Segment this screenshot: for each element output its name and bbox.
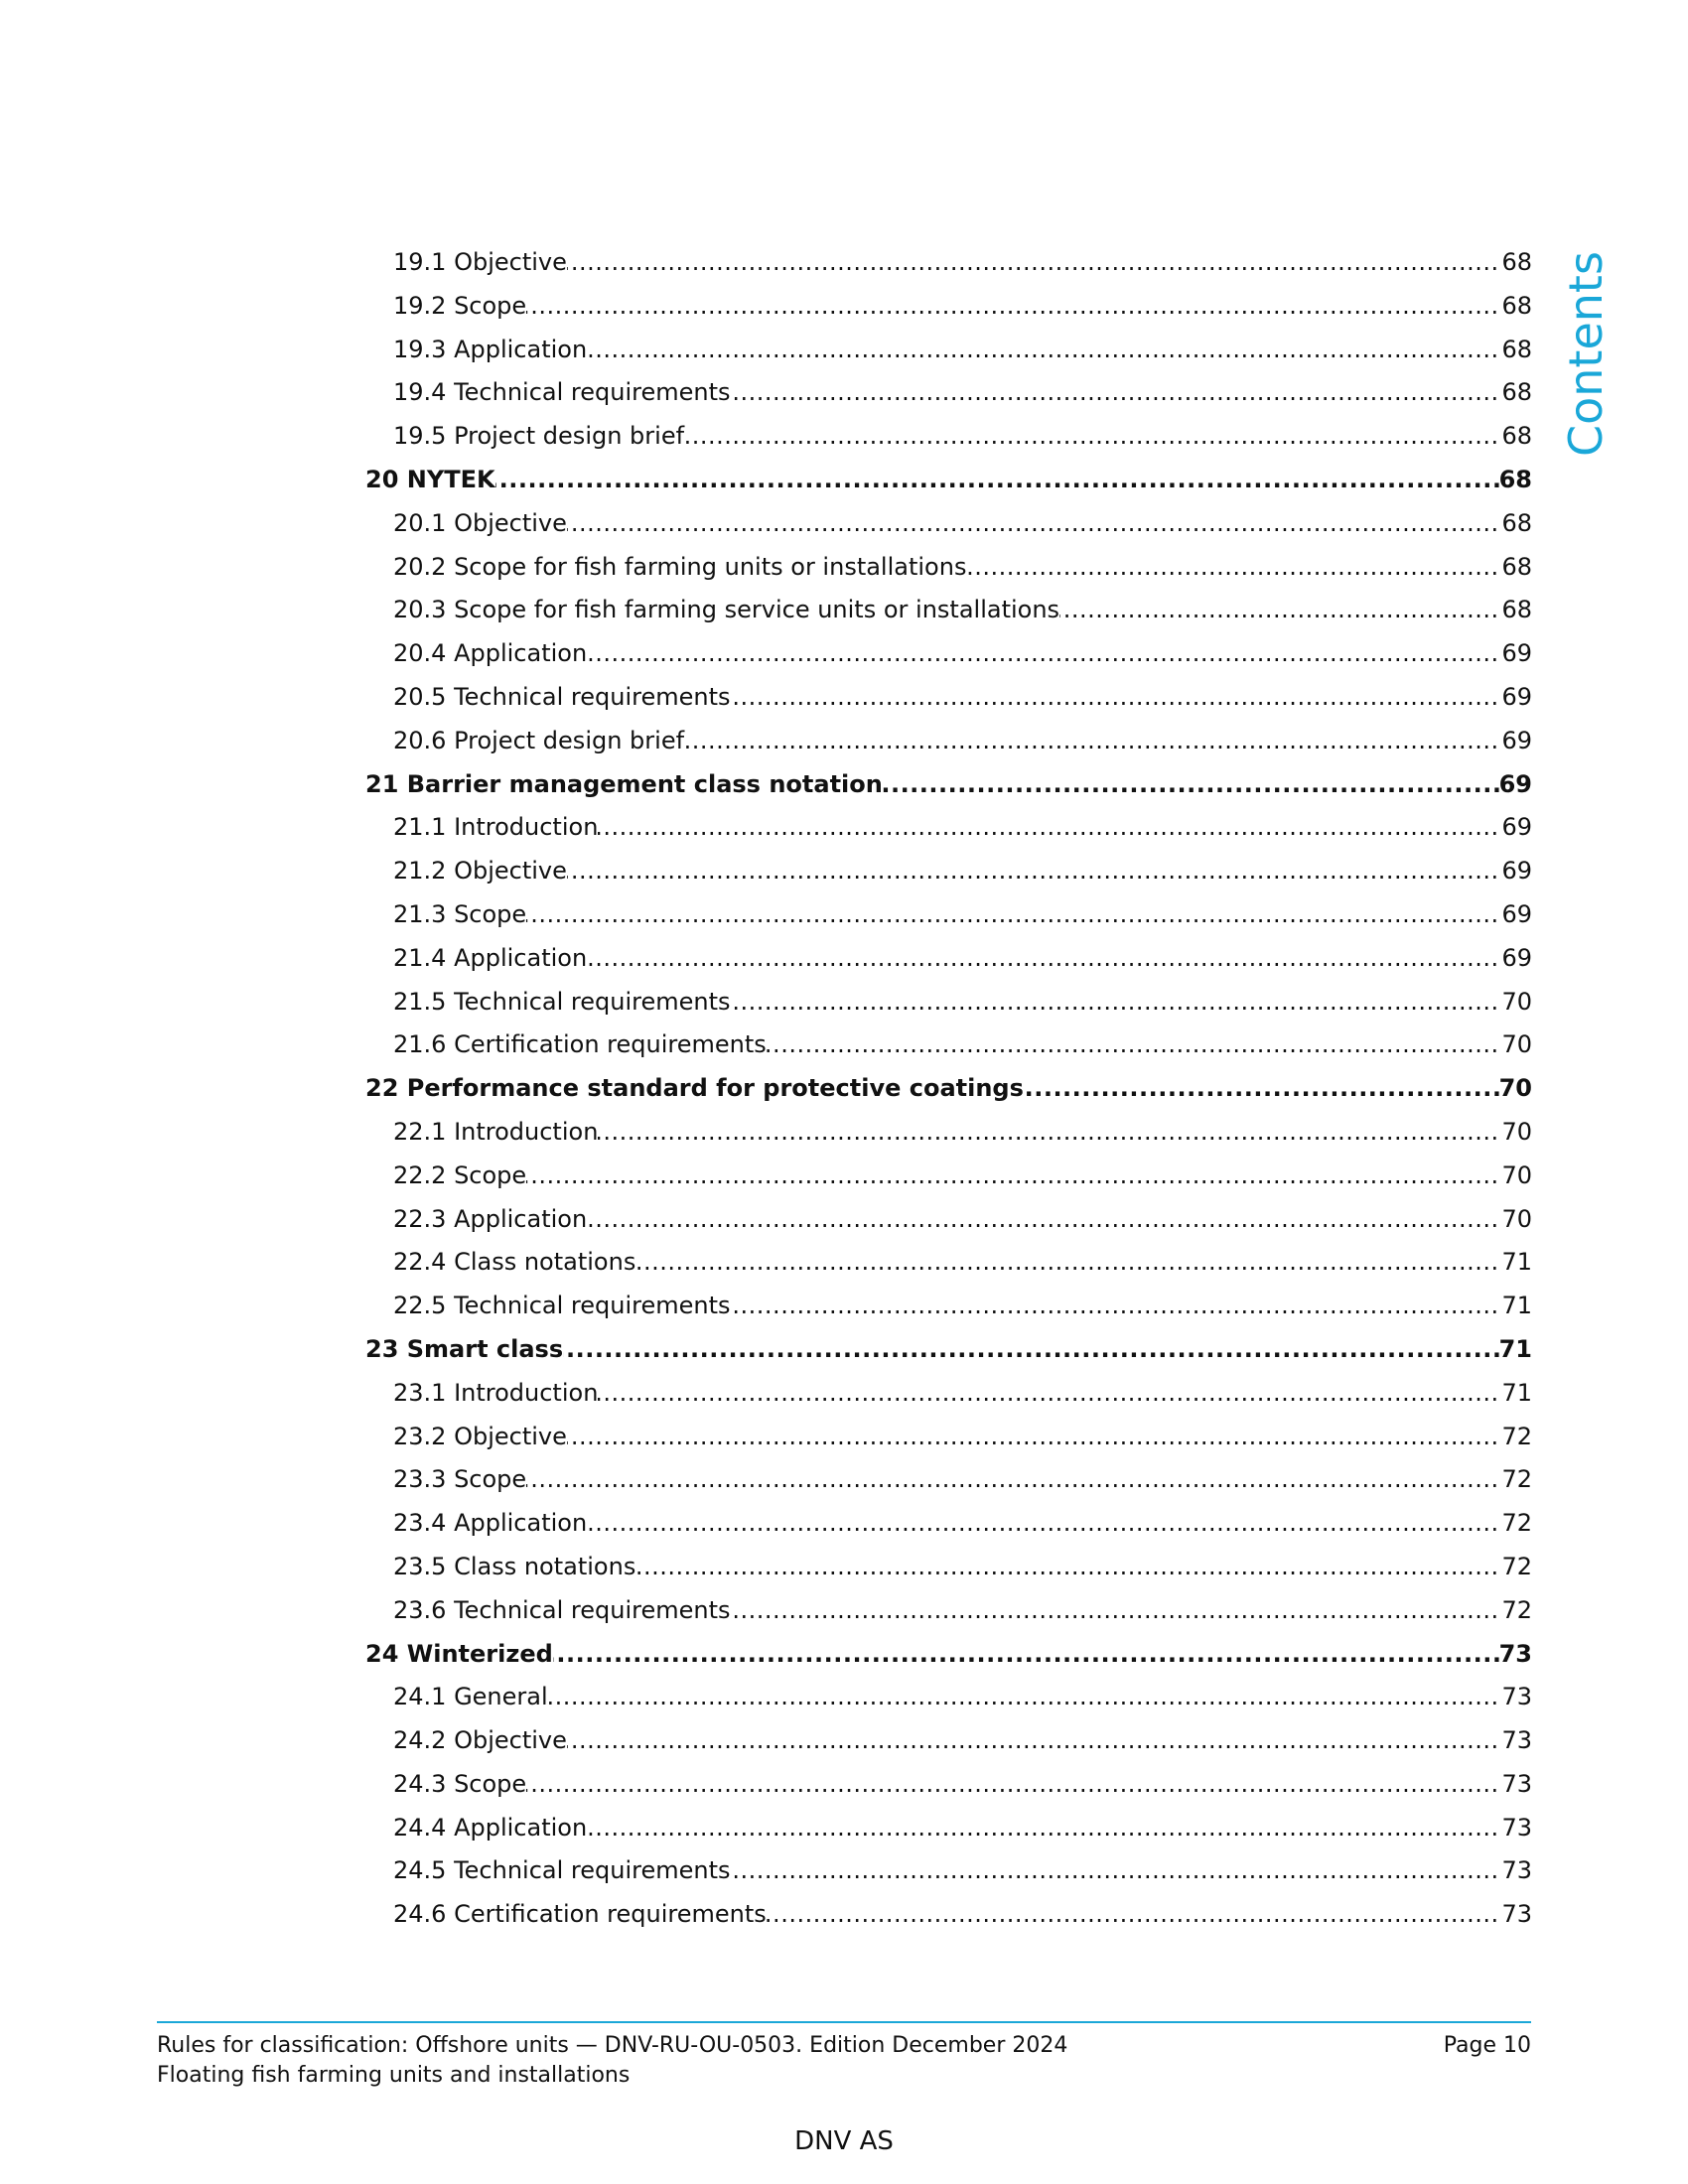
- toc-section-entry[interactable]: [393, 546, 1532, 590]
- toc-entry-title: 23.1 Introduction: [393, 1378, 599, 1407]
- toc-entry-title: 23.4 Application: [393, 1509, 588, 1538]
- toc-entry-page: 68: [1501, 415, 1532, 459]
- toc-entry-page: 68: [1501, 371, 1532, 415]
- toc-section-entry[interactable]: [393, 1719, 1532, 1763]
- footer-document-title: Rules for classification: Offshore units — DNV-RU-OU-0503. Edition December 2024: [157, 2033, 1068, 2058]
- toc-entry-title: 21.5 Technical requirements: [393, 987, 731, 1016]
- toc-entry-title: 21 Barrier management class notation: [365, 769, 883, 798]
- toc-section-entry[interactable]: [393, 1198, 1532, 1242]
- toc-entry-title: 23.2 Objective: [393, 1422, 567, 1450]
- toc-entry-page: 73: [1501, 1849, 1532, 1893]
- toc-section-entry[interactable]: [393, 632, 1532, 676]
- toc-entry-page: 70: [1499, 1067, 1532, 1111]
- toc-entry-page: 68: [1501, 241, 1532, 285]
- toc-section-entry[interactable]: [393, 589, 1532, 632]
- toc-entry-title: 22.2 Scope: [393, 1160, 527, 1189]
- toc-section-entry[interactable]: [393, 1285, 1532, 1328]
- toc-section-entry[interactable]: [393, 1416, 1532, 1459]
- footer-page-number: Page 10: [1443, 2033, 1531, 2058]
- toc-entry-title: 20.1 Objective: [393, 508, 567, 537]
- toc-section-entry[interactable]: [393, 806, 1532, 850]
- toc-leader-dots: [365, 459, 1532, 502]
- toc-section-entry[interactable]: [393, 1111, 1532, 1155]
- toc-chapter-entry[interactable]: [365, 763, 1532, 807]
- toc-section-entry[interactable]: [393, 1155, 1532, 1198]
- toc-section-entry[interactable]: [393, 502, 1532, 546]
- footer-document-subtitle: Floating fish farming units and installations: [157, 2063, 631, 2088]
- toc-entry-title: 19.3 Application: [393, 335, 588, 363]
- toc-section-entry[interactable]: [393, 937, 1532, 981]
- toc-entry-title: 20.2 Scope for fish farming units or installations: [393, 552, 967, 581]
- toc-entry-page: 68: [1501, 546, 1532, 590]
- toc-entry-page: 70: [1501, 1155, 1532, 1198]
- toc-section-entry[interactable]: [393, 850, 1532, 893]
- toc-entry-page: 69: [1501, 676, 1532, 720]
- toc-entry-title: 22.3 Application: [393, 1204, 588, 1233]
- toc-entry-page: 69: [1501, 937, 1532, 981]
- toc-section-entry[interactable]: [393, 285, 1532, 329]
- toc-entry-page: 72: [1501, 1589, 1532, 1633]
- toc-entry-page: 71: [1501, 1372, 1532, 1416]
- toc-section-entry[interactable]: [393, 981, 1532, 1024]
- toc-section-entry[interactable]: [393, 1372, 1532, 1416]
- toc-entry-page: 73: [1501, 1893, 1532, 1937]
- toc-entry-page: 73: [1501, 1719, 1532, 1763]
- toc-entry-page: 71: [1501, 1285, 1532, 1328]
- toc-entry-title: 20 NYTEK: [365, 465, 495, 493]
- toc-entry-title: 24.6 Certification requirements: [393, 1900, 767, 1929]
- toc-entry-title: 23.5 Class notations: [393, 1552, 636, 1580]
- toc-entry-title: 21.1 Introduction: [393, 813, 599, 842]
- toc-section-entry[interactable]: [393, 415, 1532, 459]
- toc-section-entry[interactable]: [393, 676, 1532, 720]
- toc-entry-page: 72: [1501, 1546, 1532, 1589]
- toc-section-entry[interactable]: [393, 1024, 1532, 1067]
- toc-entry-page: 70: [1501, 1111, 1532, 1155]
- toc-section-entry[interactable]: [393, 893, 1532, 937]
- toc-entry-page: 73: [1501, 1807, 1532, 1850]
- toc-leader-dots: [393, 1155, 1532, 1198]
- toc-entry-page: 69: [1499, 763, 1532, 807]
- toc-entry-title: 19.5 Project design brief: [393, 422, 685, 451]
- toc-section-entry[interactable]: [393, 1893, 1532, 1937]
- toc-entry-title: 21.4 Application: [393, 943, 588, 972]
- toc-entry-title: 23.3 Scope: [393, 1465, 527, 1494]
- toc-entry-page: 69: [1501, 850, 1532, 893]
- toc-entry-page: 68: [1499, 459, 1532, 502]
- toc-entry-title: 19.4 Technical requirements: [393, 378, 731, 407]
- table-of-contents: [365, 241, 1532, 1937]
- toc-entry-page: 72: [1501, 1416, 1532, 1459]
- toc-entry-title: 24.5 Technical requirements: [393, 1856, 731, 1885]
- toc-section-entry[interactable]: [393, 1849, 1532, 1893]
- company-name: DNV AS: [794, 2126, 894, 2156]
- toc-leader-dots: [393, 285, 1532, 329]
- toc-entry-page: 73: [1501, 1763, 1532, 1807]
- toc-section-entry[interactable]: [393, 241, 1532, 285]
- toc-entry-title: 24 Winterized: [365, 1639, 553, 1668]
- toc-entry-title: 24.1 General: [393, 1683, 548, 1711]
- toc-entry-page: 73: [1499, 1633, 1532, 1677]
- toc-entry-page: 72: [1501, 1458, 1532, 1502]
- toc-entry-title: 22.5 Technical requirements: [393, 1292, 731, 1320]
- toc-entry-title: 23.6 Technical requirements: [393, 1595, 731, 1624]
- toc-section-entry[interactable]: [393, 1546, 1532, 1589]
- contents-side-label: Contents: [1559, 251, 1613, 457]
- toc-leader-dots: [393, 1676, 1532, 1719]
- toc-section-entry[interactable]: [393, 1807, 1532, 1850]
- toc-entry-page: 68: [1501, 329, 1532, 372]
- toc-entry-title: 23 Smart class: [365, 1334, 564, 1363]
- toc-entry-title: 20.3 Scope for fish farming service units or installations: [393, 596, 1060, 624]
- toc-entry-page: 70: [1501, 981, 1532, 1024]
- toc-section-entry[interactable]: [393, 1676, 1532, 1719]
- toc-entry-title: 20.4 Application: [393, 639, 588, 668]
- toc-entry-title: 20.6 Project design brief: [393, 726, 685, 754]
- toc-entry-title: 21.2 Objective: [393, 857, 567, 886]
- toc-entry-page: 68: [1501, 285, 1532, 329]
- toc-section-entry[interactable]: [393, 1502, 1532, 1546]
- footer-document-info: [157, 2031, 1067, 2091]
- toc-section-entry[interactable]: [393, 371, 1532, 415]
- toc-entry-page: 73: [1501, 1676, 1532, 1719]
- toc-entry-title: 20.5 Technical requirements: [393, 682, 731, 711]
- toc-entry-page: 70: [1501, 1024, 1532, 1067]
- toc-section-entry[interactable]: [393, 1241, 1532, 1285]
- toc-entry-page: 71: [1499, 1328, 1532, 1372]
- toc-entry-page: 70: [1501, 1198, 1532, 1242]
- toc-section-entry[interactable]: [393, 1589, 1532, 1633]
- toc-entry-title: 24.2 Objective: [393, 1726, 567, 1755]
- toc-entry-page: 69: [1501, 632, 1532, 676]
- toc-entry-page: 69: [1501, 893, 1532, 937]
- toc-entry-title: 22.1 Introduction: [393, 1117, 599, 1146]
- toc-leader-dots: [393, 893, 1532, 937]
- toc-leader-dots: [393, 1763, 1532, 1807]
- toc-leader-dots: [393, 1458, 1532, 1502]
- toc-entry-page: 71: [1501, 1241, 1532, 1285]
- toc-entry-page: 69: [1501, 806, 1532, 850]
- toc-entry-title: 22.4 Class notations: [393, 1248, 636, 1277]
- toc-section-entry[interactable]: [393, 1763, 1532, 1807]
- toc-chapter-entry[interactable]: [365, 1067, 1532, 1111]
- toc-chapter-entry[interactable]: [365, 1328, 1532, 1372]
- toc-entry-page: 68: [1501, 589, 1532, 632]
- toc-entry-title: 21.3 Scope: [393, 899, 527, 928]
- toc-entry-page: 72: [1501, 1502, 1532, 1546]
- toc-chapter-entry[interactable]: [365, 1633, 1532, 1677]
- footer-divider: [157, 2021, 1531, 2023]
- toc-entry-title: 19.2 Scope: [393, 291, 527, 320]
- toc-section-entry[interactable]: [393, 720, 1532, 763]
- toc-chapter-entry[interactable]: [365, 459, 1532, 502]
- toc-section-entry[interactable]: [393, 329, 1532, 372]
- toc-entry-title: 24.3 Scope: [393, 1769, 527, 1798]
- toc-entry-title: 19.1 Objective: [393, 248, 567, 276]
- toc-entry-page: 69: [1501, 720, 1532, 763]
- toc-entry-title: 21.6 Certification requirements: [393, 1030, 767, 1059]
- toc-entry-title: 22 Performance standard for protective coatings: [365, 1074, 1024, 1103]
- toc-entry-page: 68: [1501, 502, 1532, 546]
- toc-entry-title: 24.4 Application: [393, 1813, 588, 1842]
- toc-section-entry[interactable]: [393, 1458, 1532, 1502]
